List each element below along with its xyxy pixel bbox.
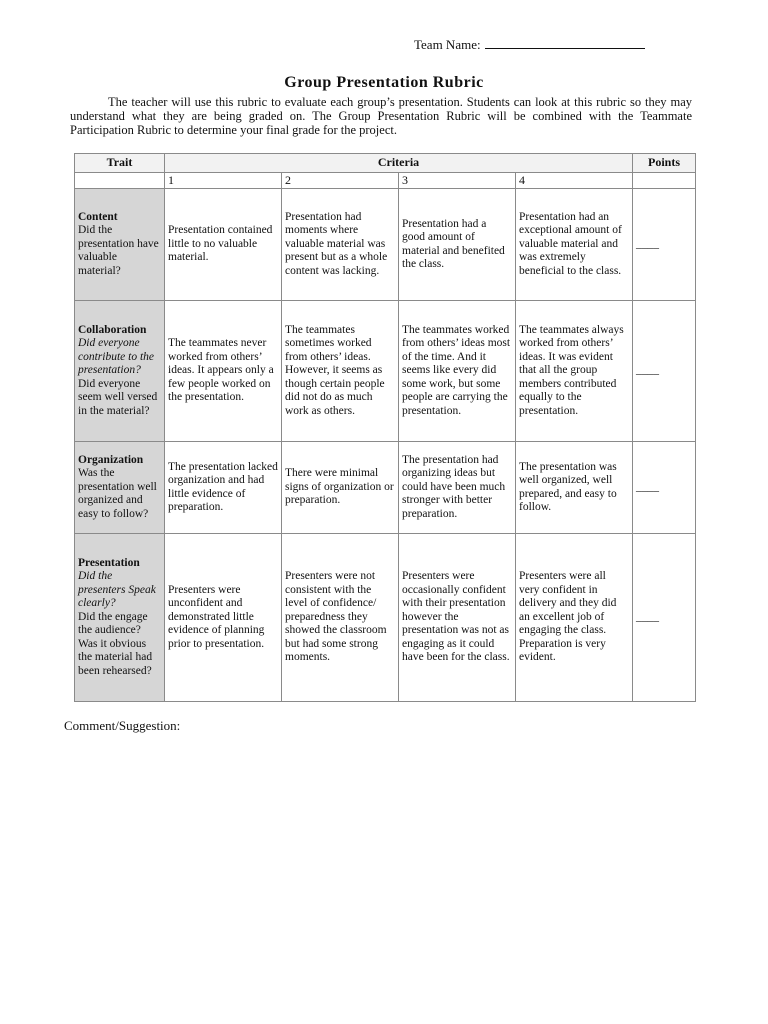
criteria-header: Criteria [165, 154, 633, 173]
trait-name: Collaboration [78, 323, 147, 336]
trait-question: Did everyone seem well versed in the material? [78, 377, 158, 417]
trait-name: Presentation [78, 556, 140, 569]
criteria-cell: There were minimal signs of organization or preparation. [282, 442, 399, 534]
table-row-content [75, 189, 696, 301]
empty-cell [633, 172, 696, 189]
criteria-cell: Presentation had an exceptional amount of valuable material and was extremely beneficial to the class. [516, 189, 633, 301]
rubric-table [74, 153, 696, 702]
empty-cell [75, 172, 165, 189]
intro-paragraph [70, 95, 692, 137]
level-3: 3 [399, 172, 516, 189]
trait-question-italic: Did everyone contribute to the presentation? [78, 337, 155, 377]
team-name-label: Team Name: [414, 37, 481, 52]
criteria-cell: Presentation had a good amount of material and benefited the class. [399, 189, 516, 301]
criteria-cell: Presenters were occasionally confident with their presentation however the presentation was not as engaging as it could have been for the class. [399, 534, 516, 702]
points-header: Points [633, 154, 696, 173]
criteria-cell: Presentation had moments where valuable material was present but as a whole content was lacking. [282, 189, 399, 301]
trait-question: Did the presentation have valuable material? [78, 224, 159, 277]
criteria-cell: The teammates always worked from others’ ideas. It was evident that all the group members contributed equally to the presentation. [516, 301, 633, 442]
comment-label: Comment/Suggestion: [64, 718, 181, 733]
criteria-cell: Presenters were all very confident in delivery and they did an excellent job of engaging the class. Preparation is very evident. [516, 534, 633, 702]
level-2: 2 [282, 172, 399, 189]
trait-header: Trait [75, 154, 165, 173]
criteria-cell: Presentation contained little to no valuable material. [165, 189, 282, 301]
points-cell: ____ [633, 534, 696, 702]
trait-cell [75, 442, 165, 534]
points-cell: ____ [633, 442, 696, 534]
level-4: 4 [516, 172, 633, 189]
criteria-cell: The presentation lacked organization and had little evidence of preparation. [165, 442, 282, 534]
header-row [75, 154, 696, 173]
criteria-cell: The teammates sometimes worked from others’ ideas. However, it seems as though certain people did not do as much work as others. [282, 301, 399, 442]
criteria-cell: The teammates never worked from others’ ideas. It appears only a few people worked on the presentation. [165, 301, 282, 442]
criteria-cell: The presentation was well organized, well prepared, and easy to follow. [516, 442, 633, 534]
trait-cell [75, 534, 165, 702]
trait-cell [75, 189, 165, 301]
table-row-presentation [75, 534, 696, 702]
criteria-cell: Presenters were not consistent with the level of confidence/ preparedness they showed the classroom but had some strong moments. [282, 534, 399, 702]
trait-name: Content [78, 210, 118, 223]
points-cell: ____ [633, 301, 696, 442]
table-row-organization [75, 442, 696, 534]
trait-cell [75, 301, 165, 442]
criteria-cell: The presentation had organizing ideas but could have been much stronger with better preparation. [399, 442, 516, 534]
level-1: 1 [165, 172, 282, 189]
trait-question: Did the engage the audience? Was it obvious the material had been rehearsed? [78, 610, 153, 677]
trait-name: Organization [78, 453, 144, 466]
criteria-cell: The teammates worked from others’ ideas most of the time. And it seems like every did some work, but some people are carrying the presentation. [399, 301, 516, 442]
level-row [75, 172, 696, 189]
team-name-field [414, 36, 645, 53]
team-name-blank [485, 36, 645, 49]
trait-question: Was the presentation well organized and easy to follow? [78, 467, 157, 520]
criteria-cell: Presenters were unconfident and demonstrated little evidence of planning prior to presentation. [165, 534, 282, 702]
table-row-collaboration [75, 301, 696, 442]
intro-text: The teacher will use this rubric to evaluate each group’s presentation. Students can look at this rubric so they may understand what they are being graded on. The Group Presentation Rubric will be combined with the Teammate Participation Rubric to determine your final grade for the project. [70, 95, 692, 137]
trait-question-italic: Did the presenters Speak clearly? [78, 570, 156, 610]
points-cell: ____ [633, 189, 696, 301]
page-title: Group Presentation Rubric [284, 74, 484, 91]
